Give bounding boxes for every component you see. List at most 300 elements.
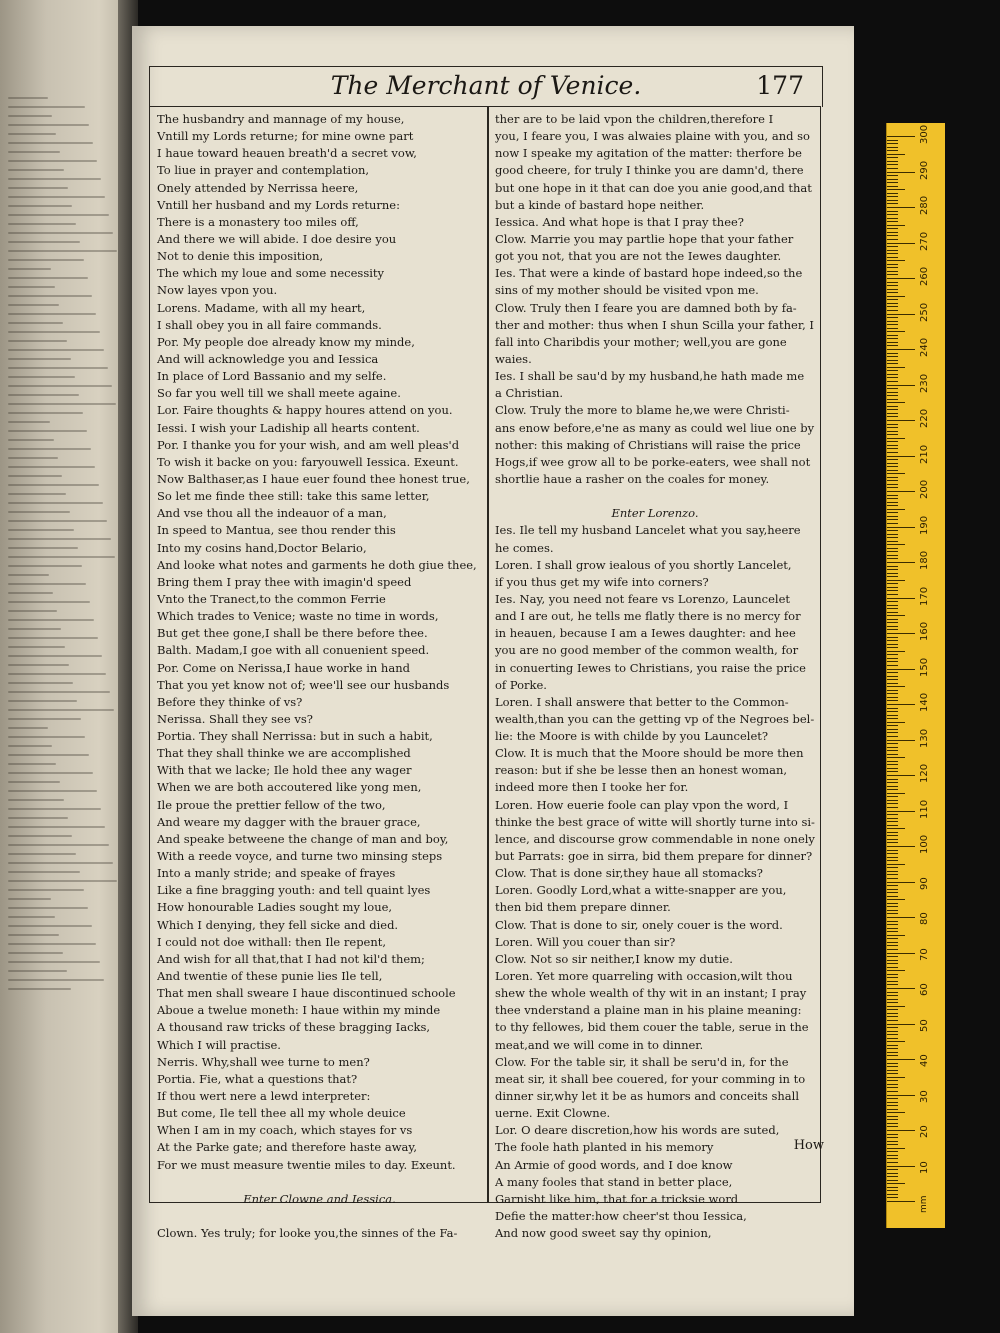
ruler-tick: [887, 658, 898, 659]
text-line: But come, Ile tell thee all my whole deuice: [157, 1106, 406, 1121]
measuring-ruler: [886, 123, 945, 1228]
ruler-tick: [887, 708, 898, 709]
ruler-tick: [887, 495, 898, 496]
ruler-label: 30: [919, 1089, 930, 1103]
ruler-tick: [887, 1006, 905, 1007]
text-line: And vse thou all the indeauor of a man,: [157, 506, 387, 521]
ruler-tick: [887, 1013, 898, 1014]
ruler-tick: [887, 1197, 898, 1198]
text-line: An Armie of good words, and I doe know: [495, 1157, 733, 1172]
ruler-tick: [887, 860, 898, 861]
ruler-tick: [887, 274, 898, 275]
text-line: The husbandry and mannage of my house,: [157, 112, 405, 126]
ruler-tick: [887, 338, 898, 339]
ruler-tick: [887, 970, 905, 971]
ruler-tick: [887, 370, 898, 371]
ruler-tick: [887, 1031, 898, 1032]
text-line: So far you well till we shall meete againe.: [157, 386, 401, 401]
text-line: dinner sir,why let it be as humors and conceits shall: [495, 1089, 800, 1104]
ruler-tick: [887, 136, 915, 137]
ruler-tick: [887, 321, 898, 322]
ruler-tick: [887, 1041, 905, 1042]
text-line: then bid them prepare dinner.: [495, 900, 671, 915]
ruler-tick: [887, 754, 898, 755]
ruler-tick: [887, 850, 898, 851]
ruler-tick: [887, 654, 898, 655]
ruler-tick: [887, 839, 898, 840]
text-line: To wish it backe on you: faryouwell Iessica. Exeunt.: [157, 454, 459, 469]
ruler-tick: [887, 221, 898, 222]
ruler-tick: [887, 235, 898, 236]
text-line: Hogs,if wee grow all to be porke-eaters, wee shall not: [495, 454, 811, 469]
ruler-tick: [887, 736, 898, 737]
text-line: Nerris. Why,shall wee turne to men?: [157, 1054, 370, 1069]
ruler-label: 170: [919, 586, 930, 606]
ruler-tick: [887, 406, 898, 407]
ruler-tick: [887, 903, 898, 904]
ruler-tick: [887, 832, 898, 833]
ruler-tick: [887, 1144, 898, 1145]
ruler-tick: [887, 200, 898, 201]
ruler-tick: [887, 974, 898, 975]
text-line: Clown. Yes truly; for looke you,the sinnes of the Fa-: [157, 1226, 458, 1241]
ruler-tick: [887, 480, 898, 481]
ruler-tick: [887, 228, 898, 229]
ruler-tick: [887, 665, 898, 666]
text-line: Ile proue the prettier fellow of the two,: [157, 797, 386, 812]
ruler-tick: [887, 409, 898, 410]
ruler-label: 100: [919, 834, 930, 854]
ruler-tick: [887, 519, 898, 520]
ruler-tick: [887, 285, 898, 286]
text-line: but one hope in it that can doe you anie good,and that: [495, 180, 812, 195]
ruler-label: 50: [919, 1018, 930, 1032]
ruler-tick: [887, 1155, 898, 1156]
ruler-tick: [887, 672, 898, 673]
ruler-tick: [887, 1016, 898, 1017]
ruler-tick: [887, 413, 898, 414]
text-line: got you not, that you are not the Iewes daughter.: [495, 249, 782, 264]
ruler-tick: [887, 935, 905, 936]
ruler-tick: [887, 1059, 915, 1060]
ruler-tick: [887, 157, 898, 158]
ruler-tick: [887, 296, 905, 297]
text-line: I haue toward heauen breath'd a secret vow,: [157, 146, 417, 161]
text-line: Defie the matter:how cheer'st thou Iessica,: [495, 1209, 747, 1223]
text-line: meat,and we will come in to dinner.: [495, 1037, 704, 1052]
ruler-tick: [887, 598, 915, 599]
text-line: And twentie of these punie lies Ile tell,: [157, 969, 383, 984]
text-line: in conuerting Iewes to Christians, you raise the price: [495, 660, 806, 675]
text-line: In speed to Mantua, see thou render this: [157, 523, 396, 538]
ruler-tick: [887, 1151, 898, 1152]
ruler-label: 240: [919, 337, 930, 357]
ruler-tick: [887, 150, 898, 151]
text-line: Ies. That were a kinde of bastard hope indeed,so the: [495, 266, 803, 281]
text-line: waies.: [495, 351, 532, 366]
ruler-tick: [887, 1126, 898, 1127]
ruler-tick: [887, 796, 898, 797]
text-line: Not to denie this imposition,: [157, 249, 324, 264]
ruler-tick: [887, 473, 905, 474]
ruler-tick: [887, 1073, 898, 1074]
ruler-tick: [887, 1141, 898, 1142]
text-line: thinke the best grace of witte will shortly turne into si-: [495, 814, 815, 829]
ruler-tick: [887, 1180, 898, 1181]
text-line: For we must measure twentie miles to day. Exeunt.: [157, 1157, 456, 1172]
text-line: And weare my dagger with the brauer grace,: [157, 814, 421, 829]
text-line: Ies. I shall be sau'd by my husband,he hath made me: [495, 369, 805, 384]
ruler-tick: [887, 246, 898, 247]
text-line: Clow. Marrie you may partlie hope that your father: [495, 231, 794, 246]
ruler-tick: [887, 761, 898, 762]
ruler-tick: [887, 747, 898, 748]
ruler-tick: [887, 456, 915, 457]
text-line: Vntill her husband and my Lords returne:: [157, 197, 400, 212]
ruler-tick: [887, 931, 898, 932]
ruler-tick: [887, 853, 898, 854]
ruler-tick: [887, 140, 898, 141]
ruler-tick: [887, 523, 898, 524]
ruler-tick: [887, 779, 898, 780]
ruler-tick: [887, 629, 898, 630]
ruler-tick: [887, 768, 898, 769]
ruler-tick: [887, 633, 915, 634]
ruler-tick: [887, 317, 898, 318]
ruler-tick: [887, 1038, 898, 1039]
text-frame: [149, 106, 821, 1241]
ruler-tick: [887, 214, 898, 215]
catchword: How: [793, 1138, 824, 1153]
ruler-tick: [887, 984, 898, 985]
ruler-tick: [887, 722, 905, 723]
text-line: to thy fellowes, bid them couer the table, serue in the: [495, 1020, 809, 1035]
ruler-tick: [887, 271, 898, 272]
ruler-tick: [887, 1098, 898, 1099]
ruler-tick: [887, 505, 898, 506]
ruler-tick: [887, 264, 898, 265]
ruler-tick: [887, 1187, 898, 1188]
text-line: If thou wert nere a lewd interpreter:: [157, 1089, 371, 1104]
ruler-tick: [887, 1119, 898, 1120]
text-line: you, I feare you, I was alwaies plaine with you, and so: [495, 129, 810, 144]
text-line: ther are to be laid vpon the children,therefore I: [495, 112, 774, 126]
ruler-tick: [887, 725, 898, 726]
text-line: Loren. Will you couer than sir?: [495, 934, 676, 949]
ruler-tick: [887, 250, 898, 251]
ruler-tick: [887, 622, 898, 623]
ruler-tick: [887, 516, 898, 517]
ruler-tick: [887, 289, 898, 290]
ruler-tick: [887, 669, 915, 670]
ruler-tick: [887, 1055, 898, 1056]
ruler-tick: [887, 306, 898, 307]
ruler-tick: [887, 1112, 905, 1113]
ruler-tick: [887, 704, 915, 705]
ruler-tick: [887, 143, 898, 144]
text-line: Into a manly stride; and speake of frayes: [157, 866, 396, 881]
ruler-tick: [887, 1201, 915, 1202]
ruler-tick: [887, 587, 898, 588]
text-line: Por. Come on Nerissa,I haue worke in hand: [157, 660, 410, 675]
text-line: [495, 488, 815, 505]
text-line: So let me finde thee still: take this same letter,: [157, 489, 430, 504]
text-line: in heauen, because I am a Iewes daughter: and hee: [495, 626, 796, 641]
text-line: And will acknowledge you and Iessica: [157, 351, 379, 366]
ruler-tick: [887, 175, 898, 176]
ruler-label: 10: [919, 1160, 930, 1174]
text-line: lie: the Moore is with childe by you Launcelet?: [495, 729, 769, 744]
ruler-tick: [887, 608, 898, 609]
text-line: Lor. Faire thoughts & happy houres attend on you.: [157, 403, 453, 418]
ruler-tick: [887, 818, 898, 819]
ruler-tick: [887, 310, 898, 311]
text-line: thee vnderstand a plaine man in his plaine meaning:: [495, 1003, 802, 1018]
ruler-tick: [887, 711, 898, 712]
ruler-tick: [887, 218, 898, 219]
ruler-tick: [887, 1063, 898, 1064]
text-line: That men shall sweare I haue discontinued schoole: [157, 986, 456, 1001]
text-line: Loren. I shall answere that better to the Common-: [495, 694, 789, 709]
ruler-tick: [887, 1130, 915, 1131]
ruler-tick: [887, 1123, 898, 1124]
ruler-tick: [887, 921, 898, 922]
ruler-tick: [887, 683, 898, 684]
ruler-tick: [887, 445, 898, 446]
ruler-label: 70: [919, 947, 930, 961]
ruler-tick: [887, 168, 898, 169]
ruler-tick: [887, 399, 898, 400]
text-line: Por. I thanke you for your wish, and am well pleas'd: [157, 437, 460, 452]
ruler-tick: [887, 821, 898, 822]
ruler-tick: [887, 1002, 898, 1003]
ruler-tick: [887, 981, 898, 982]
ruler-tick: [887, 1183, 905, 1184]
ruler-tick: [887, 1066, 898, 1067]
ruler-tick: [887, 750, 898, 751]
text-line: To liue in prayer and contemplation,: [157, 163, 370, 178]
ruler-tick: [887, 1148, 905, 1149]
text-line: When I am in my coach, which stayes for vs: [157, 1123, 413, 1138]
ruler-tick: [887, 299, 898, 300]
text-line: With a reede voyce, and turne two minsing steps: [157, 849, 443, 864]
ruler-tick: [887, 1166, 915, 1167]
ruler-tick: [887, 555, 898, 556]
ruler-tick: [887, 715, 898, 716]
ruler-label: 270: [919, 231, 930, 251]
text-line: Clow. Truly then I feare you are damned both by fa-: [495, 300, 797, 315]
ruler-tick: [887, 686, 905, 687]
ruler-tick: [887, 800, 898, 801]
text-line: Enter Clowne and Iessica.: [243, 1191, 396, 1206]
ruler-tick: [887, 828, 905, 829]
text-line: uerne. Exit Clowne.: [495, 1106, 611, 1121]
ruler-tick: [887, 942, 898, 943]
text-line: That you yet know not of; wee'll see our husbands: [157, 677, 450, 692]
text-line: good cheere, for truly I thinke you are damn'd, there: [495, 163, 804, 178]
text-line: Clow. That is done to sir, onely couer is the word.: [495, 917, 783, 932]
ruler-tick: [887, 615, 905, 616]
ruler-tick: [887, 392, 898, 393]
ruler-tick: [887, 548, 898, 549]
text-line: But get thee gone,I shall be there before thee.: [157, 626, 428, 641]
ruler-tick: [887, 590, 898, 591]
text-line: Clow. That is done sir,they haue all stomacks?: [495, 866, 763, 881]
text-line: Clow. It is much that the Moore should be more then: [495, 746, 804, 761]
ruler-tick: [887, 512, 898, 513]
ruler-tick: [887, 179, 898, 180]
text-line: [157, 1208, 482, 1225]
text-line: Loren. I shall grow iealous of you shortly Lancelet,: [495, 557, 792, 572]
text-line: Aboue a twelue moneth: I haue within my minde: [157, 1003, 441, 1018]
ruler-tick: [887, 385, 915, 386]
ruler-tick: [887, 1080, 898, 1081]
ruler-label: 150: [919, 657, 930, 677]
ruler-tick: [887, 906, 898, 907]
ruler-tick: [887, 764, 898, 765]
ruler-tick: [887, 477, 898, 478]
ruler-tick: [887, 1102, 898, 1103]
ruler-tick: [887, 874, 898, 875]
ruler-tick: [887, 1009, 898, 1010]
text-line: And speake betweene the change of man and boy,: [157, 831, 449, 846]
column-divider: [487, 107, 489, 1202]
text-line: Portia. They shall Nerrissa: but in such a habit,: [157, 729, 433, 744]
ruler-tick: [887, 530, 898, 531]
ruler-tick: [887, 186, 898, 187]
ruler-tick: [887, 771, 898, 772]
ruler-tick: [887, 956, 898, 957]
ruler-tick: [887, 693, 898, 694]
text-line: Before they thinke of vs?: [157, 694, 303, 709]
text-line: Which I will practise.: [157, 1037, 281, 1052]
ruler-tick: [887, 661, 898, 662]
ruler-tick: [887, 1091, 898, 1092]
ruler-tick: [887, 960, 898, 961]
ruler-label: 130: [919, 728, 930, 748]
ruler-tick: [887, 232, 898, 233]
ruler-tick: [887, 452, 898, 453]
ruler-tick: [887, 537, 898, 538]
ruler-tick: [887, 203, 898, 204]
ruler-tick: [887, 789, 898, 790]
ruler-tick: [887, 349, 915, 350]
ruler-tick: [887, 1190, 898, 1191]
ruler-tick: [887, 889, 898, 890]
ruler-tick: [887, 1084, 898, 1085]
ruler-tick: [887, 381, 898, 382]
text-line: Loren. Goodly Lord,what a witte-snapper are you,: [495, 883, 787, 898]
ruler-tick: [887, 434, 898, 435]
page-number: 177: [756, 71, 804, 100]
ruler-tick: [887, 637, 898, 638]
previous-page-text-ghost: [8, 90, 128, 997]
ruler-tick: [887, 431, 898, 432]
text-line: Vnto the Tranect,to the common Ferrie: [157, 591, 386, 606]
ruler-tick: [887, 594, 898, 595]
ruler-tick: [887, 757, 905, 758]
ruler-tick: [887, 243, 915, 244]
text-line: shortlie haue a rasher on the coales for money.: [495, 471, 770, 486]
ruler-tick: [887, 239, 898, 240]
ruler-tick: [887, 353, 898, 354]
text-line: Loren. Yet more quarreling with occasion,wilt thou: [495, 969, 793, 984]
ruler-tick: [887, 811, 915, 812]
ruler-tick: [887, 459, 898, 460]
ruler-tick: [887, 377, 898, 378]
ruler-tick: [887, 644, 898, 645]
text-line: Balth. Madam,I goe with all conuenient speed.: [157, 643, 430, 658]
ruler-label: 220: [919, 408, 930, 428]
text-line: Por. My people doe already know my minde,: [157, 334, 415, 349]
ruler-tick: [887, 424, 898, 425]
ruler-tick: [887, 647, 898, 648]
ruler-tick: [887, 1158, 898, 1159]
ruler-tick: [887, 1034, 898, 1035]
ruler-tick: [887, 814, 898, 815]
ruler-label: 140: [919, 692, 930, 712]
text-line: of Porke.: [495, 677, 547, 692]
text-line: Vntill my Lords returne; for mine owne part: [157, 129, 414, 144]
ruler-tick: [887, 988, 915, 989]
ruler-tick: [887, 857, 898, 858]
ruler-tick: [887, 1176, 898, 1177]
text-line: Portia. Fie, what a questions that?: [157, 1071, 358, 1086]
ruler-tick: [887, 1095, 915, 1096]
ruler-label: 20: [919, 1125, 930, 1138]
text-line: And now good sweet say thy opinion,: [495, 1226, 712, 1241]
previous-page-edge: [0, 0, 132, 1333]
ruler-tick: [887, 651, 905, 652]
text-line: a Christian.: [495, 386, 564, 401]
ruler-tick: [887, 619, 898, 620]
text-line: Lor. O deare discretion,how his words are suted,: [495, 1123, 780, 1138]
ruler-tick: [887, 892, 898, 893]
text-line: The foole hath planted in his memory: [495, 1140, 714, 1155]
text-line: lence, and discourse grow commendable in none onely: [495, 831, 815, 846]
ruler-tick: [887, 527, 915, 528]
ruler-tick: [887, 977, 898, 978]
ruler-tick: [887, 928, 898, 929]
ruler-tick: [887, 147, 898, 148]
ruler-tick: [887, 1087, 898, 1088]
ruler-tick: [887, 463, 898, 464]
ruler-label: 280: [919, 195, 930, 215]
ruler-tick: [887, 331, 905, 332]
ruler-tick: [887, 718, 898, 719]
ruler-tick: [887, 583, 898, 584]
text-line: Loren. How euerie foole can play vpon the word, I: [495, 797, 789, 812]
ruler-tick: [887, 1169, 898, 1170]
text-line: Iessi. I wish your Ladiship all hearts content.: [157, 420, 420, 435]
right-column: [495, 111, 815, 1242]
ruler-tick: [887, 1194, 898, 1195]
ruler-tick: [887, 345, 898, 346]
text-line: but Parrats: goe in sirra, bid them prepare for dinner?: [495, 849, 813, 864]
ruler-tick: [887, 154, 905, 155]
ruler-tick: [887, 225, 905, 226]
ruler-tick: [887, 193, 898, 194]
ruler-tick: [887, 938, 898, 939]
text-line: A many fooles that stand in better place,: [495, 1174, 733, 1189]
ruler-tick: [887, 878, 898, 879]
ruler-tick: [887, 562, 915, 563]
ruler-tick: [887, 1070, 898, 1071]
ruler-tick: [887, 314, 915, 315]
ruler-tick: [887, 303, 898, 304]
ruler-tick: [887, 374, 898, 375]
ruler-tick: [887, 360, 898, 361]
